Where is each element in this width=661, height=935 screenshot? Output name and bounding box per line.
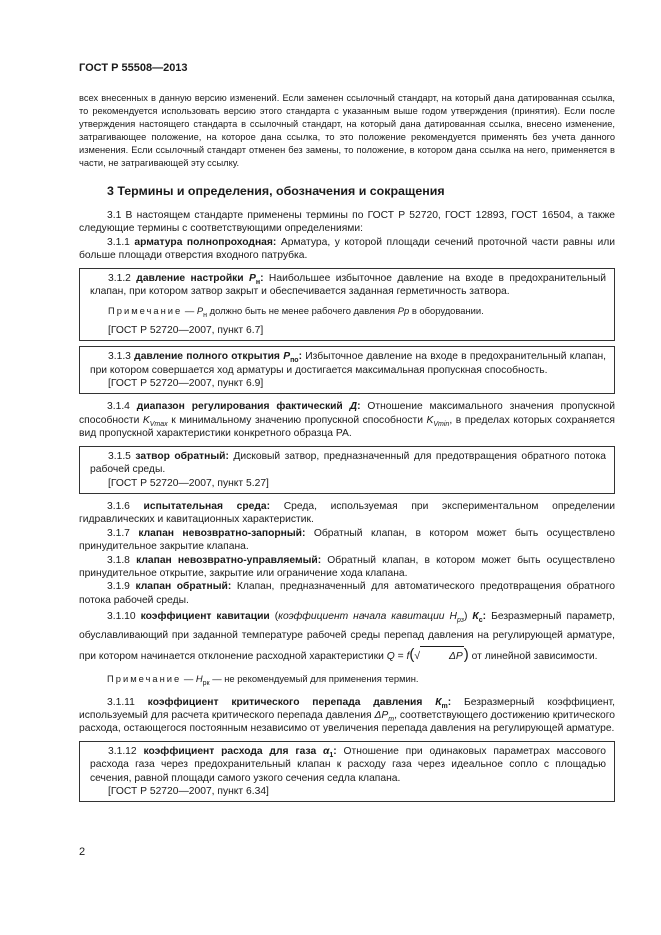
term-box-3-1-12 xyxy=(79,741,615,803)
alt-symbol: H xyxy=(449,611,457,623)
dp-symbol: ΔP xyxy=(374,709,389,721)
section-title: 3 Термины и определения, обозначения и сокращения xyxy=(107,184,445,198)
note-label: Примечание xyxy=(108,305,183,317)
term-definition-b: к минимальному значению пропускной способности xyxy=(167,414,427,426)
term-definition: Клапан, предназначенный для автоматического предотвращения обратного потока рабочей среды. xyxy=(79,581,615,606)
term-definition-b: , соответствующего достижению критического расхода, остающегося постоянным независимо от увеличения перепада давления на регулирующей арматуре. xyxy=(79,709,615,735)
term-reference: [ГОСТ Р 52720—2007, пункт 6.34] xyxy=(108,786,269,797)
term-number: 3.1.11 xyxy=(107,696,135,708)
kv-min-sub: Vmin xyxy=(433,420,450,428)
term-symbol-sub: m xyxy=(441,702,448,710)
term-name: клапан обратный: xyxy=(135,581,232,593)
term-note xyxy=(90,304,606,320)
formula-radicand xyxy=(420,646,464,666)
page-content xyxy=(79,92,615,807)
note-dash: — xyxy=(181,673,196,685)
term-3-1-5 xyxy=(90,450,606,477)
note-symbol-sub: рк xyxy=(202,680,210,688)
sqrt-icon: √ xyxy=(414,651,421,663)
term-definition: Избыточное давление на входе в предохранительный клапан, при котором совершается ход арматуры и достигается максимальная пропускная способность. xyxy=(90,351,606,376)
note-symbol-sub: н xyxy=(203,312,207,320)
term-number: 3.1.6 xyxy=(107,500,130,512)
formula-close-paren: ) xyxy=(463,646,469,664)
term-symbol: α xyxy=(322,745,330,757)
term-symbol: К xyxy=(435,696,442,708)
term-symbol: Р xyxy=(283,351,291,363)
term-number: 3.1.5 xyxy=(108,450,131,462)
note-symbol-2: Рр xyxy=(397,305,410,317)
kv-min-symbol: K xyxy=(426,414,434,426)
alt-close: ) xyxy=(464,611,473,623)
term-3-1-3 xyxy=(90,350,606,377)
paragraph-3-1: 3.1 В настоящем стандарте применены термины по ГОСТ Р 52720, ГОСТ 12893, ГОСТ 16504, а также следующие термины с соответствующими определениями: xyxy=(79,210,615,235)
term-definition: Арматура, у которой площади сечений проточной части равны или больше площади отверстия входного патрубка. xyxy=(79,236,615,262)
alt-term: коэффициент начала кавитации xyxy=(278,611,450,623)
page-number: 2 xyxy=(79,846,86,858)
term-definition-a: Безразмерный коэффициент, используемый для расчета критического перепада давления xyxy=(79,696,615,721)
term-definition-a: Отношение максимального значения пропускной способности xyxy=(79,401,615,426)
note-dash: — xyxy=(182,305,197,317)
kv-max-symbol: K xyxy=(142,414,150,426)
term-symbol-sub: н xyxy=(255,278,261,286)
alt-symbol-sub: рз xyxy=(456,617,465,625)
alt-open: ( xyxy=(269,611,279,623)
term-colon: : xyxy=(357,401,361,413)
term-3-1-6 xyxy=(79,500,615,527)
formula-f: f xyxy=(406,651,410,663)
term-symbol-sub: по xyxy=(290,357,299,365)
term-3-1-7 xyxy=(79,527,615,554)
term-name: арматура полнопроходная: xyxy=(134,236,277,248)
term-box-3-1-5 xyxy=(79,446,615,494)
term-colon: : xyxy=(333,745,337,757)
term-colon: : xyxy=(298,351,303,363)
note-symbol: H xyxy=(195,673,203,685)
term-3-1-9 xyxy=(79,580,615,607)
term-box-3-1-3 xyxy=(79,346,615,394)
term-3-1-1 xyxy=(79,236,615,263)
term-3-1-2 xyxy=(90,272,606,299)
term-number: 3.1.12 xyxy=(108,745,137,757)
kv-max-sub: Vmax xyxy=(149,420,168,428)
term-symbol-sub: с xyxy=(478,617,483,625)
term-3-1-8 xyxy=(79,554,615,581)
term-definition: Среда, используемая при экспериментальном определении гидравлических и кавитационных характеристик. xyxy=(79,500,615,526)
term-name: коэффициент расхода для газа xyxy=(143,745,317,757)
note-label: Примечание xyxy=(107,673,182,685)
term-reference: [ГОСТ Р 52720—2007, пункт 6.7] xyxy=(108,324,264,336)
term-number: 3.1.2 xyxy=(108,272,131,284)
dp-symbol-sub: m xyxy=(388,716,395,724)
term-3-1-4 xyxy=(79,400,615,440)
term-number: 3.1.8 xyxy=(107,554,130,566)
term-symbol: К xyxy=(472,611,479,623)
term-colon: : xyxy=(260,272,264,284)
term-name: клапан невозвратно-запорный: xyxy=(138,527,306,539)
term-number: 3.1.1 xyxy=(107,236,130,248)
term-symbol: Р xyxy=(249,272,256,284)
term-number: 3.1.10 xyxy=(107,611,136,623)
term-number: 3.1.4 xyxy=(107,401,130,413)
term-name: коэффициент критического перепада давления xyxy=(147,696,423,708)
term-3-1-10 xyxy=(79,607,615,666)
term-definition-b: от линейной зависимости. xyxy=(468,651,598,663)
term-box-3-1-2 xyxy=(79,268,615,342)
term-name: затвор обратный: xyxy=(135,450,229,462)
note-end: в оборудовании. xyxy=(409,305,484,317)
term-name: диапазон регулирования фактический xyxy=(136,401,343,413)
term-symbol: Д xyxy=(349,401,358,413)
note-symbol: Р xyxy=(196,305,204,317)
term-number: 3.1.3 xyxy=(108,351,131,363)
term-definition: Обратный клапан, в котором может быть осуществлено принудительное открытие, закрытие или ограничение хода клапана. xyxy=(79,554,615,579)
term-name: испытательная среда: xyxy=(143,500,271,512)
term-name: коэффициент кавитации xyxy=(140,611,270,623)
term-number: 3.1.9 xyxy=(107,581,130,593)
term-3-1-12 xyxy=(90,745,606,785)
formula xyxy=(386,646,469,664)
note-text: — не рекомендуемый для применения термин. xyxy=(209,673,419,685)
formula-q: Q xyxy=(386,651,395,663)
term-colon: : xyxy=(482,611,487,623)
formula-open-paren: ( xyxy=(409,646,415,664)
term-reference: [ГОСТ Р 52720—2007, пункт 6.9] xyxy=(108,378,264,390)
term-definition: Дисковый затвор, предназначенный для предотвращения обратного потока рабочей среды. xyxy=(90,450,606,476)
term-definition: Отношение при одинаковых параметрах массового расхода газа через предохранительный клапан к расходу газа через идеальное сопло с площадью сечения, равной площади самого узкого сечения седла клапана. xyxy=(90,745,606,784)
intro-paragraph: всех внесенных в данную версию изменений. Если заменен ссылочный стандарт, на который дана датированная ссылка, то рекомендуется использовать версию этого стандарта с указанным выше годом утверждения (принятия). Если после утверждения настоящего стандарта в ссылочный стандарт, на который дана датированная ссылка, внесено изменение, затрагивающее положение, на которое дана ссылка, то это положение рекомендуется применять без учета данного изменения. Если ссылочный стандарт отменен без замены, то положение, в котором дана ссылка на него, применяется в части, не затрагивающей эту ссылку. xyxy=(79,93,615,168)
standard-header: ГОСТ Р 55508—2013 xyxy=(79,62,188,74)
formula-eq: = xyxy=(394,651,407,663)
term-name: давление полного открытия xyxy=(134,351,280,363)
note-text: должно быть не менее рабочего давления xyxy=(207,305,398,317)
term-definition: Обратный клапан, в котором может быть осуществлено принудительное закрытие клапана. xyxy=(79,527,616,553)
term-reference: [ГОСТ Р 52720—2007, пункт 5.27] xyxy=(108,477,269,489)
term-name: клапан невозвратно-управляемый: xyxy=(136,554,322,566)
formula-dp: ΔP xyxy=(449,651,463,663)
term-colon: : xyxy=(447,696,452,708)
term-3-1-11 xyxy=(79,696,615,736)
term-definition-a: Безразмерный параметр, обуславливающий при заданной температуре рабочей среды перепад давления на регулирующей арматуре, при котором начинается отклонение расходной характеристики xyxy=(79,611,615,663)
term-name: давление настройки xyxy=(136,272,244,284)
term-definition: Наибольшее избыточное давление на входе в предохранительный клапан, при котором затвор закрыт и обеспечивается заданная герметичность затвора. xyxy=(90,272,606,298)
term-note-3-1-10 xyxy=(79,672,615,688)
term-number: 3.1.7 xyxy=(107,527,130,539)
term-symbol-sub: 1 xyxy=(329,751,334,759)
term-definition-c: , в пределах которых сохраняется вид пропускной характеристики конкретного образца РА. xyxy=(79,414,615,440)
